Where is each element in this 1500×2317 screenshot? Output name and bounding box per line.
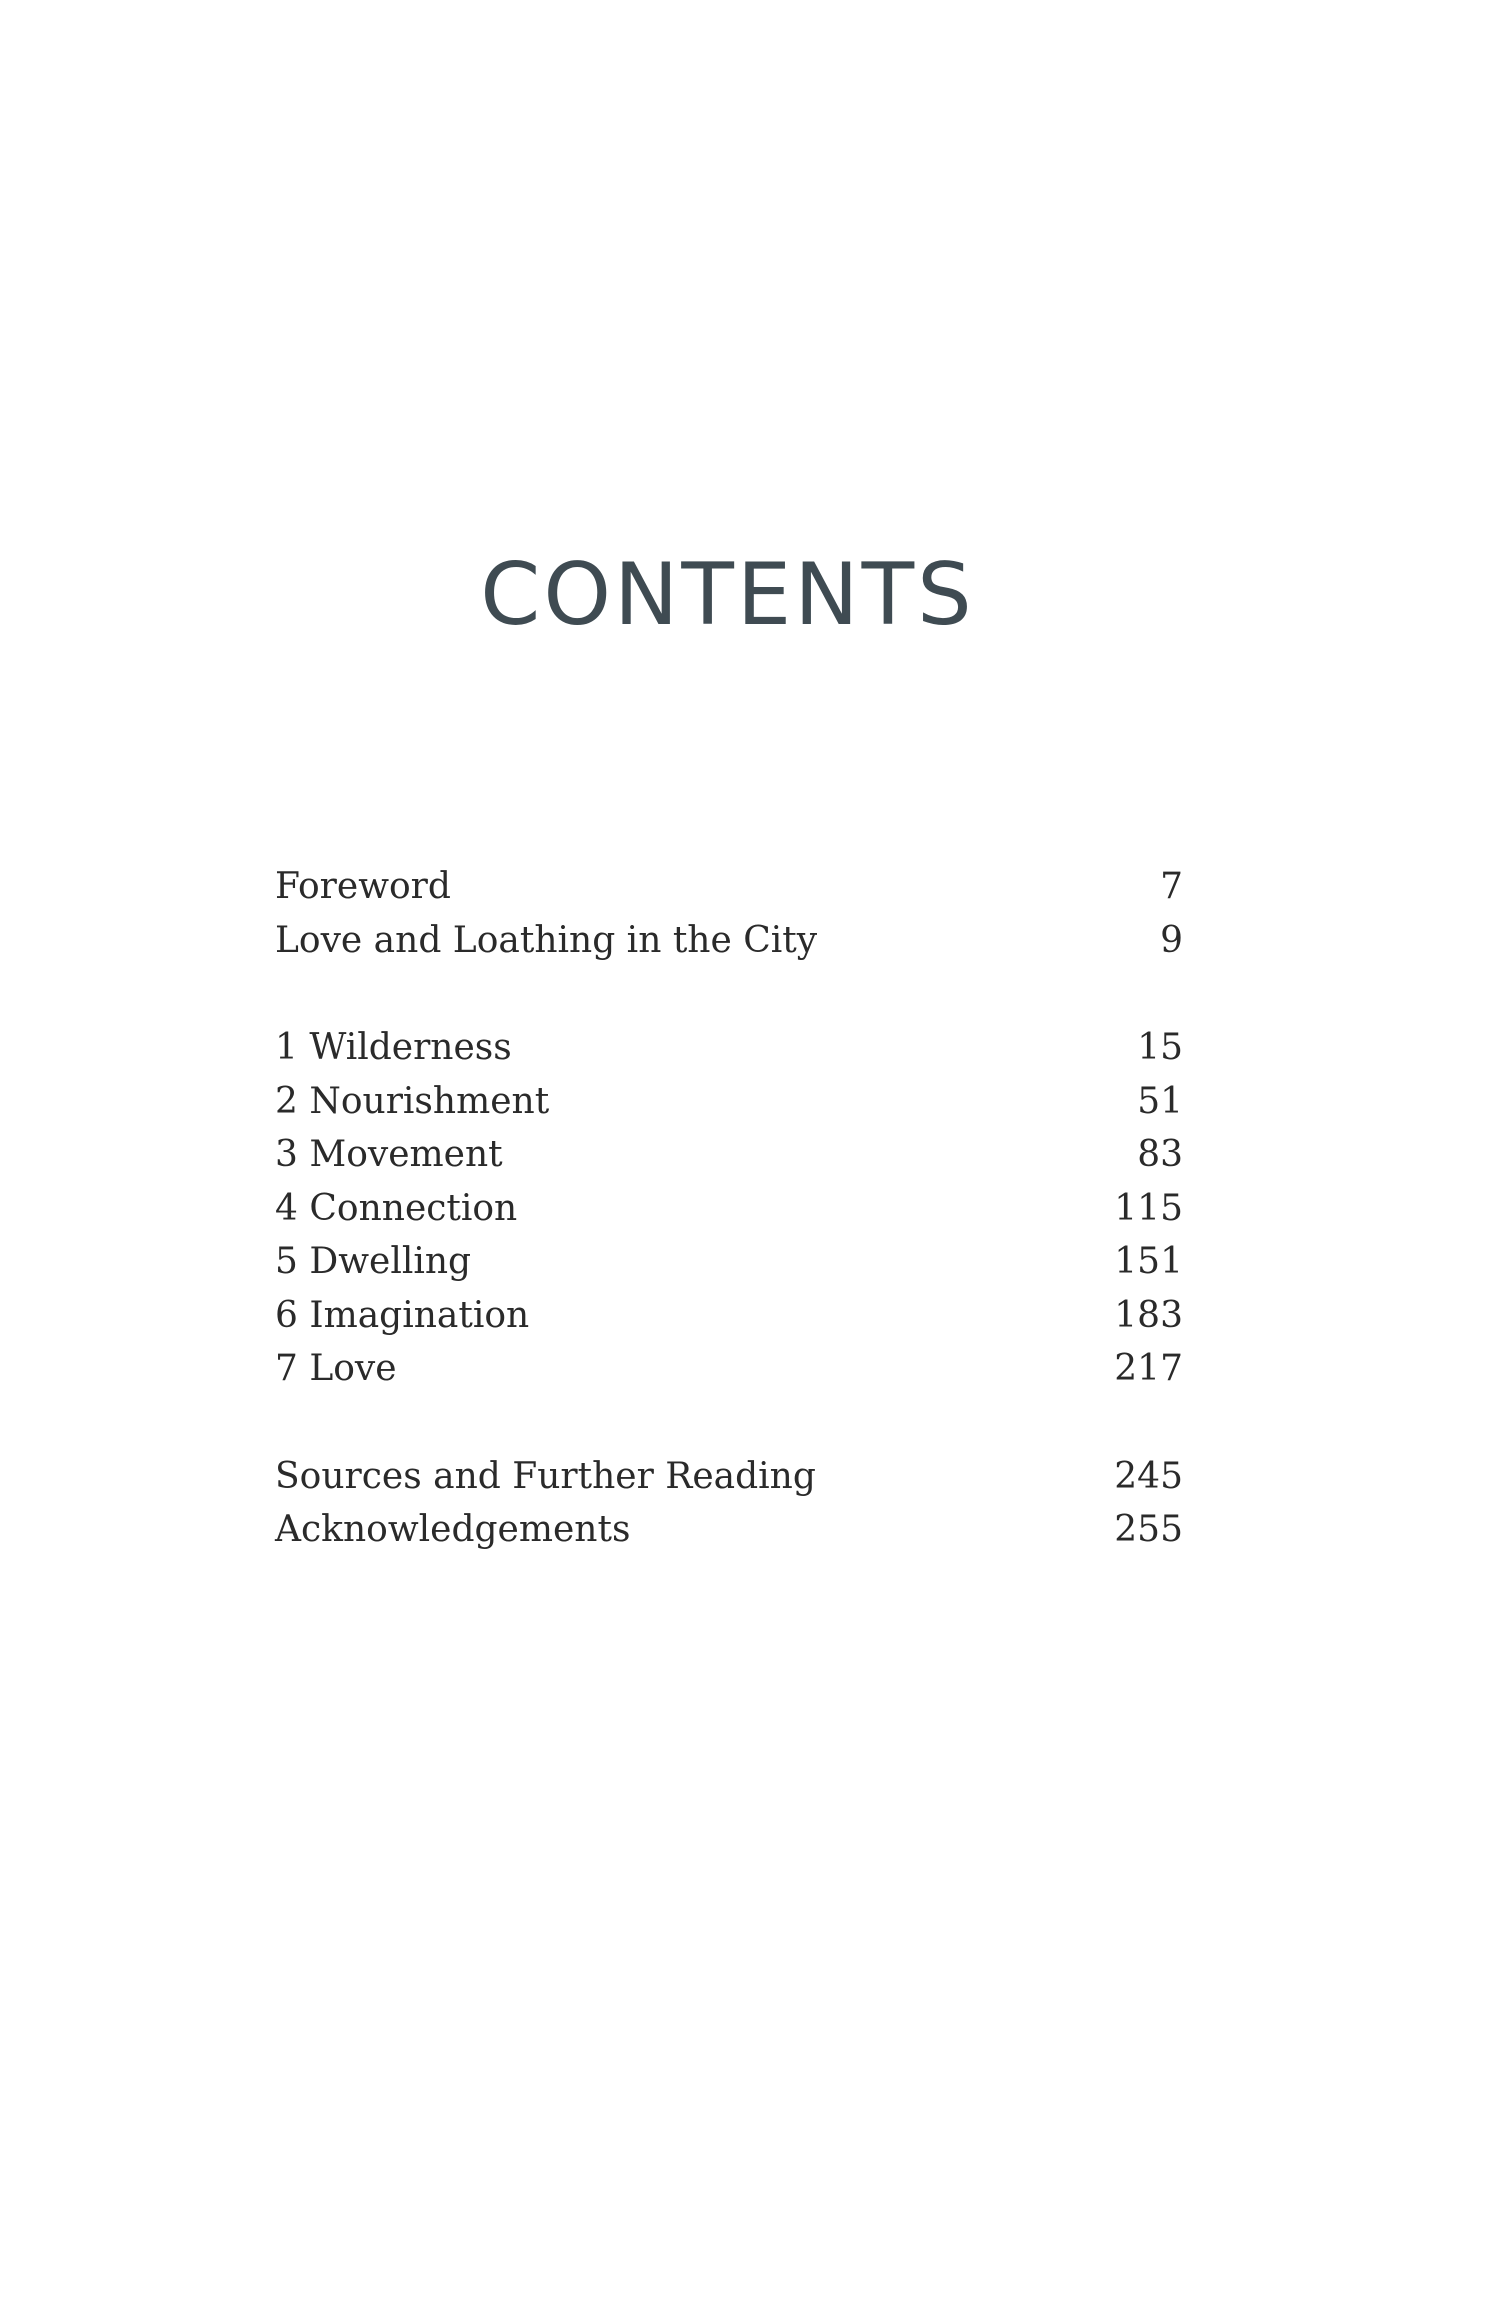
toc-entry bbox=[275, 1128, 1183, 1182]
toc-entry-page: 183 bbox=[1114, 1294, 1183, 1336]
toc-entry-title: Foreword bbox=[275, 866, 451, 907]
toc-entry-page: 15 bbox=[1137, 1027, 1183, 1068]
toc-entry-title: Acknowledgements bbox=[275, 1509, 631, 1550]
toc-entry-page: 151 bbox=[1114, 1241, 1183, 1282]
toc-entry bbox=[275, 914, 1183, 968]
toc-entry-title: 4 Connection bbox=[275, 1187, 518, 1229]
toc-entry-page: 255 bbox=[1114, 1509, 1183, 1550]
toc-entry-title: Sources and Further Reading bbox=[275, 1455, 816, 1497]
table-of-contents bbox=[275, 860, 1183, 1611]
toc-entry-title: 1 Wilderness bbox=[275, 1027, 512, 1068]
toc-entry-title: 6 Imagination bbox=[275, 1294, 530, 1336]
toc-entry-page: 9 bbox=[1160, 919, 1183, 961]
toc-entry bbox=[275, 1075, 1183, 1129]
toc-entry-title: 2 Nourishment bbox=[275, 1080, 550, 1122]
toc-entry-page: 115 bbox=[1114, 1187, 1183, 1229]
toc-entry-title: Love and Loathing in the City bbox=[275, 919, 818, 961]
toc-entry bbox=[275, 860, 1183, 914]
toc-entry bbox=[275, 1289, 1183, 1343]
toc-entry-title: 3 Movement bbox=[275, 1134, 503, 1175]
toc-entry bbox=[275, 1235, 1183, 1289]
toc-entry bbox=[275, 1503, 1183, 1557]
toc-entry-title: 5 Dwelling bbox=[275, 1241, 472, 1282]
toc-group-front-matter bbox=[275, 860, 1183, 967]
toc-entry bbox=[275, 1450, 1183, 1504]
toc-entry bbox=[275, 1021, 1183, 1075]
toc-group-back-matter bbox=[275, 1450, 1183, 1557]
toc-group-chapters bbox=[275, 1021, 1183, 1396]
page-title: CONTENTS bbox=[480, 545, 975, 645]
toc-entry-page: 245 bbox=[1114, 1455, 1183, 1497]
toc-entry-page: 7 bbox=[1160, 866, 1183, 907]
toc-entry-page: 83 bbox=[1137, 1134, 1183, 1175]
toc-entry-title: 7 Love bbox=[275, 1348, 397, 1389]
toc-entry bbox=[275, 1342, 1183, 1396]
toc-entry bbox=[275, 1182, 1183, 1236]
toc-entry-page: 51 bbox=[1137, 1080, 1183, 1122]
toc-entry-page: 217 bbox=[1114, 1348, 1183, 1389]
